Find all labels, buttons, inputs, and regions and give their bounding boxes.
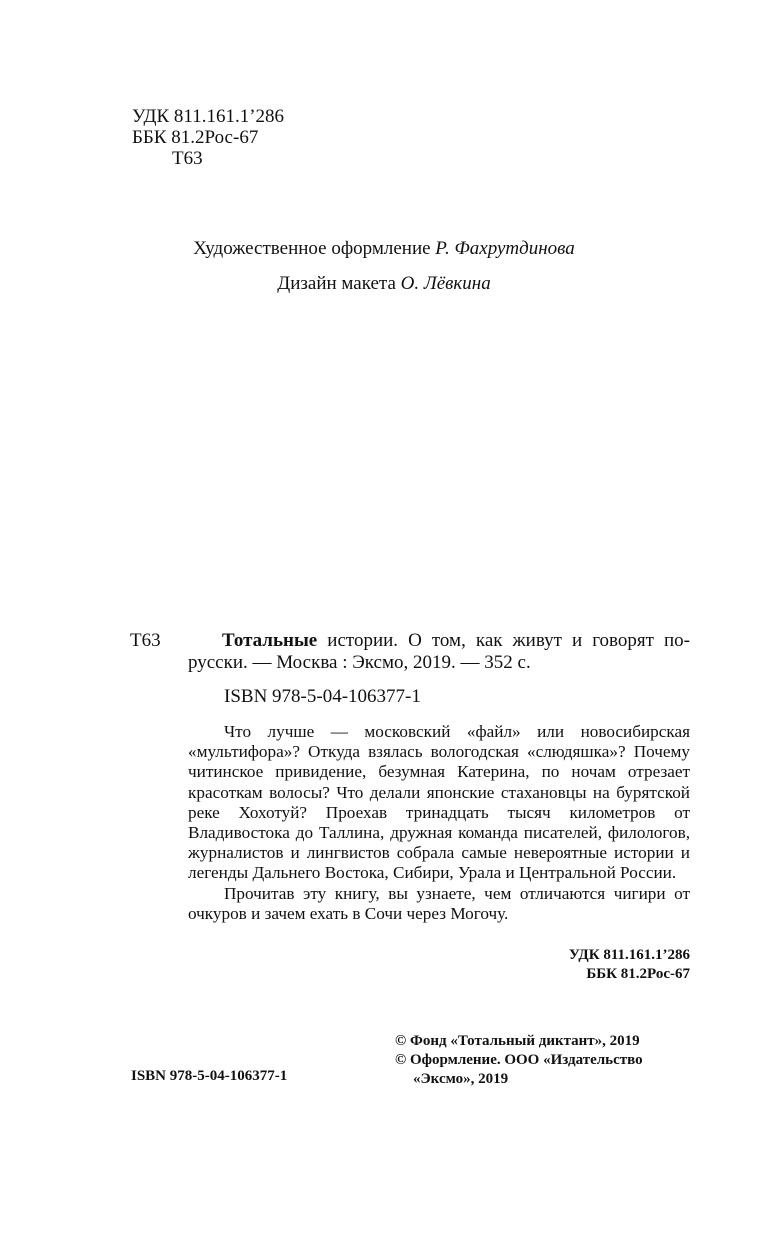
copyright-block xyxy=(395,1032,643,1089)
layout-design-name: О. Лёвкина xyxy=(400,273,491,294)
art-design-label: Художественное оформление xyxy=(193,238,431,259)
classification-codes xyxy=(132,106,284,169)
copyright-line-2: © Оформление. ООО «Издательство xyxy=(395,1052,643,1068)
bottom-bbk-code: ББК 81.2Рос-67 xyxy=(586,966,690,982)
bottom-udk-code: УДК 811.161.1’286 xyxy=(568,947,690,963)
copyright-line-3: «Эксмо», 2019 xyxy=(413,1071,509,1087)
annotation xyxy=(188,722,690,924)
udk-code: УДК 811.161.1’286 xyxy=(132,106,285,127)
entry-text xyxy=(188,630,690,674)
entry-author-mark: Т63 xyxy=(130,630,161,651)
bottom-classification-codes xyxy=(430,946,690,984)
entry-title-rest: истории. О том, как живут и говорят по-русски. — Москва : Эксмо, 2019. — 352 с. xyxy=(188,630,690,673)
author-mark: Т63 xyxy=(172,148,203,169)
entry-title-bold: Тотальные xyxy=(222,630,318,651)
layout-design-credit xyxy=(0,273,768,295)
bottom-isbn: ISBN 978-5-04-106377-1 xyxy=(131,1068,288,1084)
art-design-credit xyxy=(0,238,768,260)
copyright-line-1: © Фонд «Тотальный диктант», 2019 xyxy=(395,1033,640,1049)
annotation-paragraph-2: Прочитав эту книгу, вы узнаете, чем отличаются чигири от очкуров и зачем ехать в Сочи через Могочу. xyxy=(188,883,690,923)
bbk-code: ББК 81.2Рос-67 xyxy=(132,127,259,148)
bibliographic-entry xyxy=(130,630,690,674)
layout-design-label: Дизайн макета xyxy=(277,273,396,294)
entry-isbn: ISBN 978-5-04-106377-1 xyxy=(224,686,421,707)
annotation-paragraph-1: Что лучше — московский «файл» или новосибирская «мультифора»? Откуда взялась вологодская «слюдяшка»? Почему читинское привидение, безумная Катерина, по ночам отрезает красоткам волосы? Что делали японские стахановцы на бурятской реке Хохотуй? Проехав тринадцать тысяч километров от Владивостока до Таллина, дружная команда писателей, филологов, журналистов и лингвистов собрала самые невероятные истории и легенды Дальнего Востока, Сибири, Урала и Центральной России. xyxy=(188,722,690,883)
art-design-name: Р. Фахрутдинова xyxy=(435,238,575,259)
